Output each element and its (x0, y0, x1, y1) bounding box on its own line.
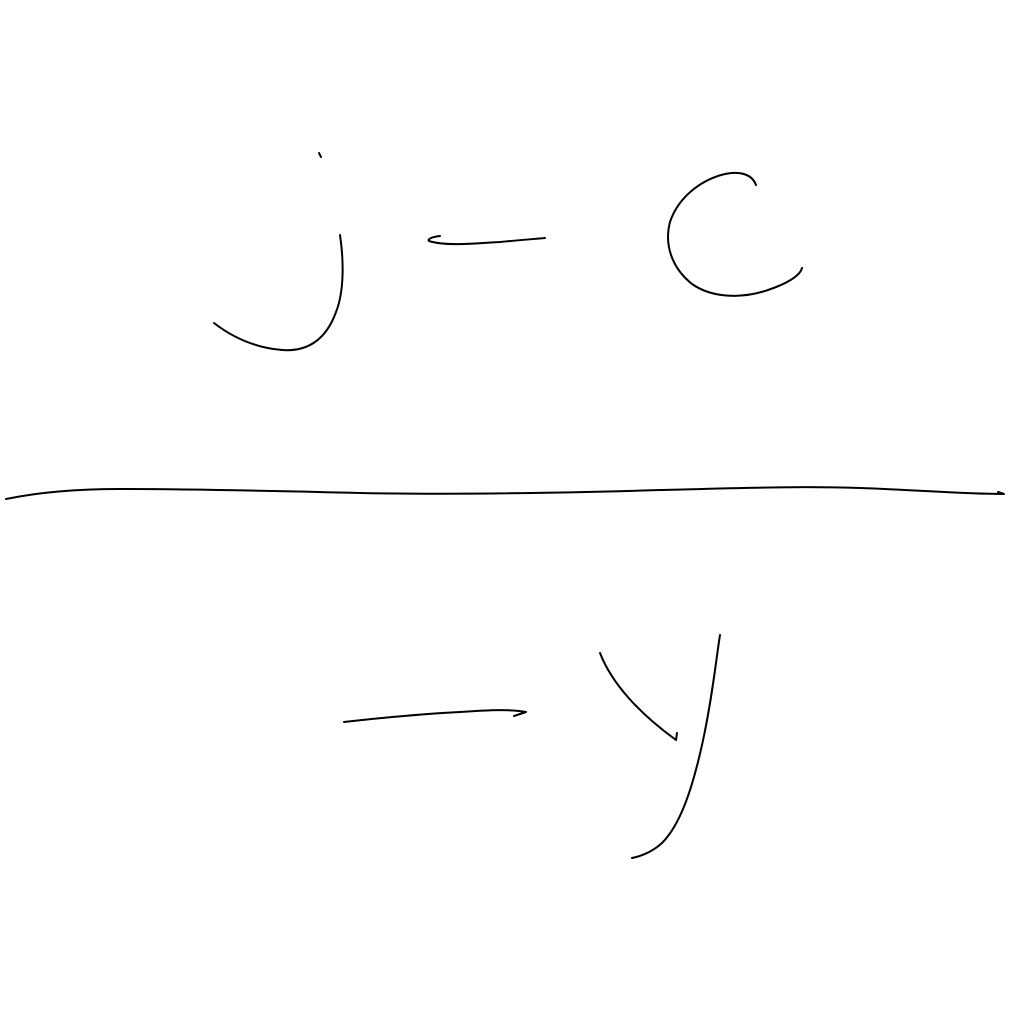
denominator-glyphs (344, 635, 720, 858)
glyph-c (668, 173, 802, 296)
glyph-j-stroke (214, 235, 343, 350)
glyph-y-left-stroke (600, 653, 677, 740)
numerator-glyphs (214, 153, 802, 350)
ink-strokes (6, 153, 1004, 858)
fraction-bar (6, 487, 1004, 499)
glyph-y-right-stroke (632, 635, 720, 858)
glyph-j-dot (319, 153, 321, 157)
glyph-minus-denominator (344, 710, 526, 722)
glyph-minus-numerator (429, 236, 545, 244)
